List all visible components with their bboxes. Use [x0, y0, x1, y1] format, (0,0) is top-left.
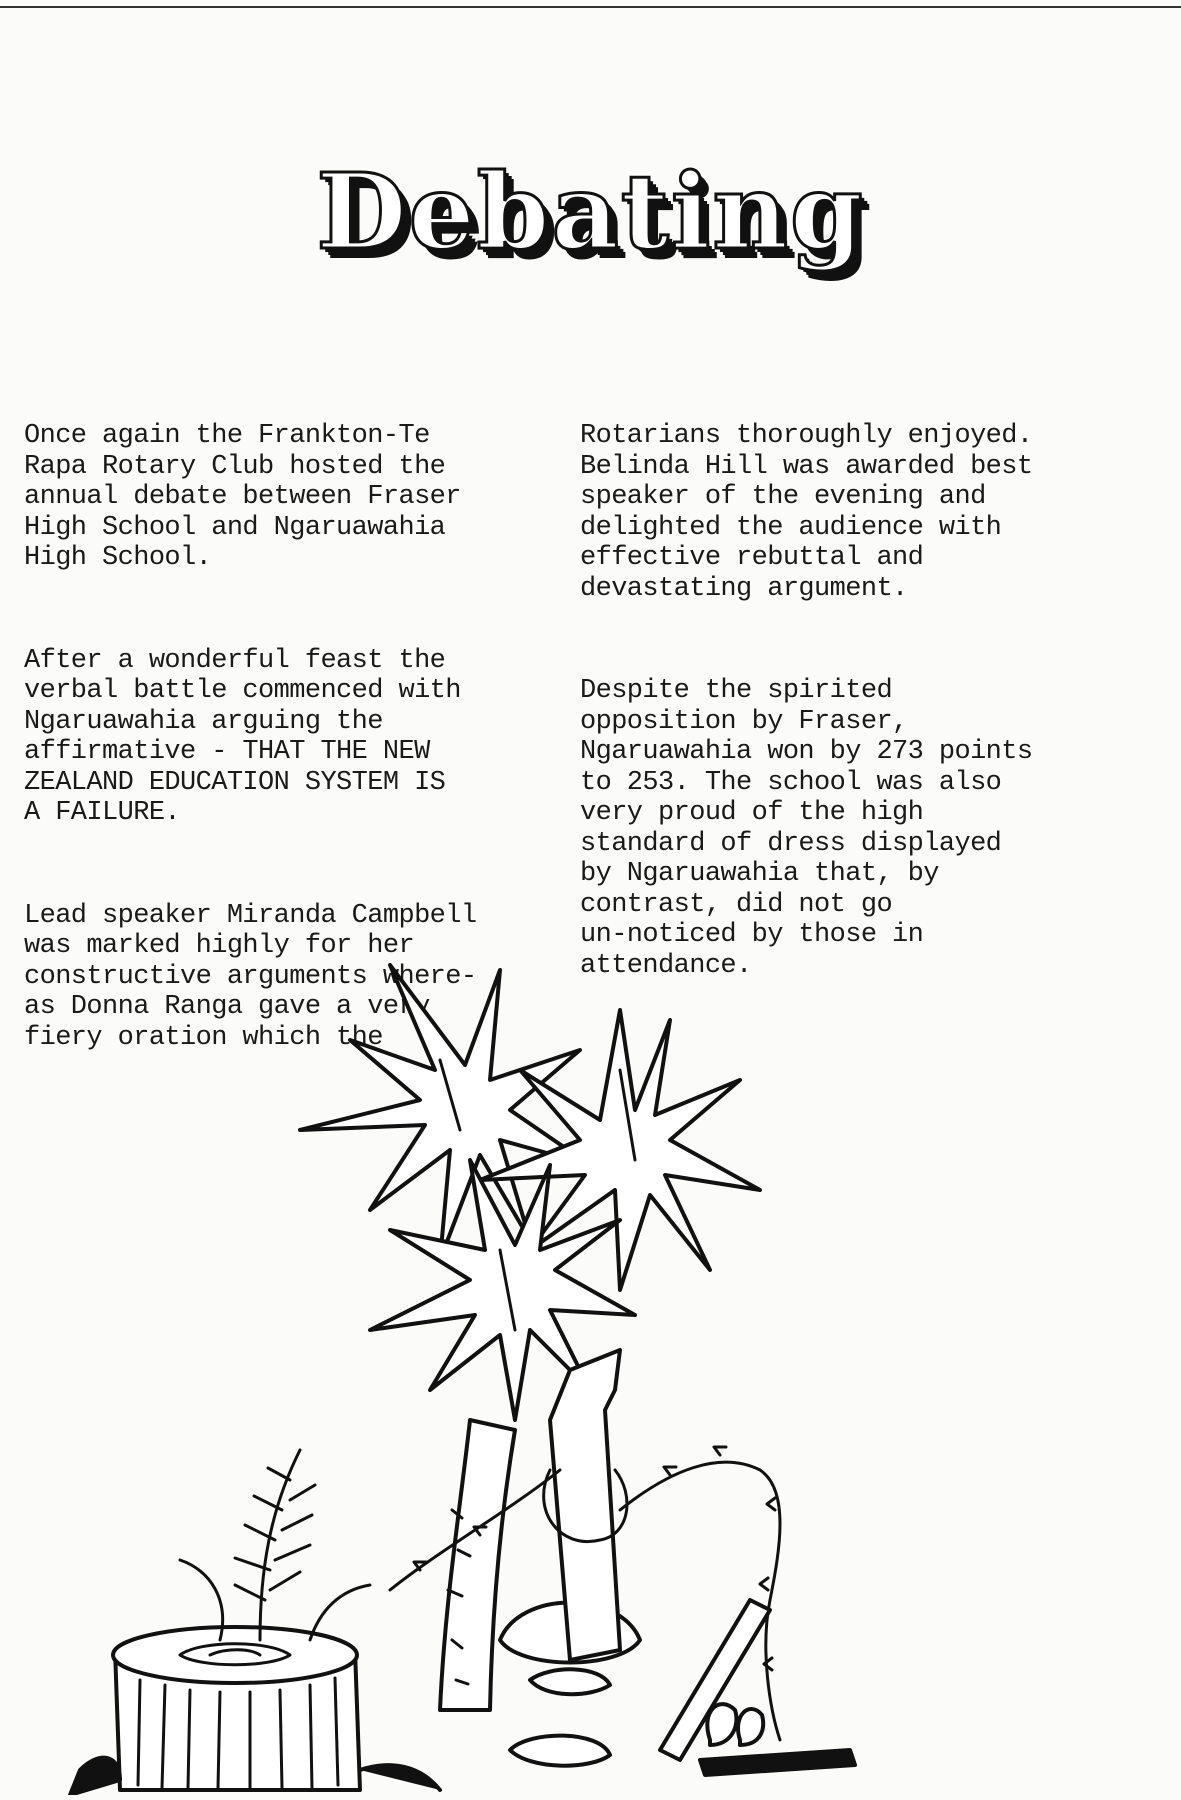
nikau-palm-stump-fencepost-illustration — [60, 950, 1060, 1795]
article-paragraph: Lead speaker Miranda Campbell was marked highly for her constructive arguments where- as Donna Ranga gave a very fiery oration which the — [24, 900, 477, 1053]
article-paragraph: Despite the spirited opposition by Fraser, Ngaruawahia won by 273 points to 253. The school was also very proud of the high standard of dress displayed by Ngaruawahia that, by contrast, did not go un-noticed by those in attendance. — [580, 676, 1033, 981]
palm-fronds — [300, 965, 760, 1420]
title-block — [0, 150, 1181, 273]
article-right-column — [580, 360, 1125, 1023]
article-paragraph: Rotarians thoroughly enjoyed. Belinda Hill was awarded best speaker of the evening and delighted the audience with effective rebuttal and devastating argument. — [580, 421, 1033, 604]
article-paragraph: Once again the Frankton-Te Rapa Rotary Club hosted the annual debate between Fraser High School and Ngaruawahia High School. — [24, 421, 461, 573]
illustration-svg — [60, 950, 1060, 1795]
page-title: Debating — [316, 150, 865, 273]
palm-trunk — [440, 1420, 515, 1710]
fern — [180, 1450, 370, 1640]
boots — [707, 1704, 763, 1745]
article-paragraph: After a wonderful feast the verbal battle commenced with Ngaruawahia arguing the affirmative - THAT THE NEW ZEALAND EDUCATION SYSTEM IS A FAILURE. — [24, 645, 461, 828]
stump-top — [113, 1627, 357, 1683]
top-rule — [0, 6, 1181, 8]
fallen-log — [700, 1750, 855, 1775]
